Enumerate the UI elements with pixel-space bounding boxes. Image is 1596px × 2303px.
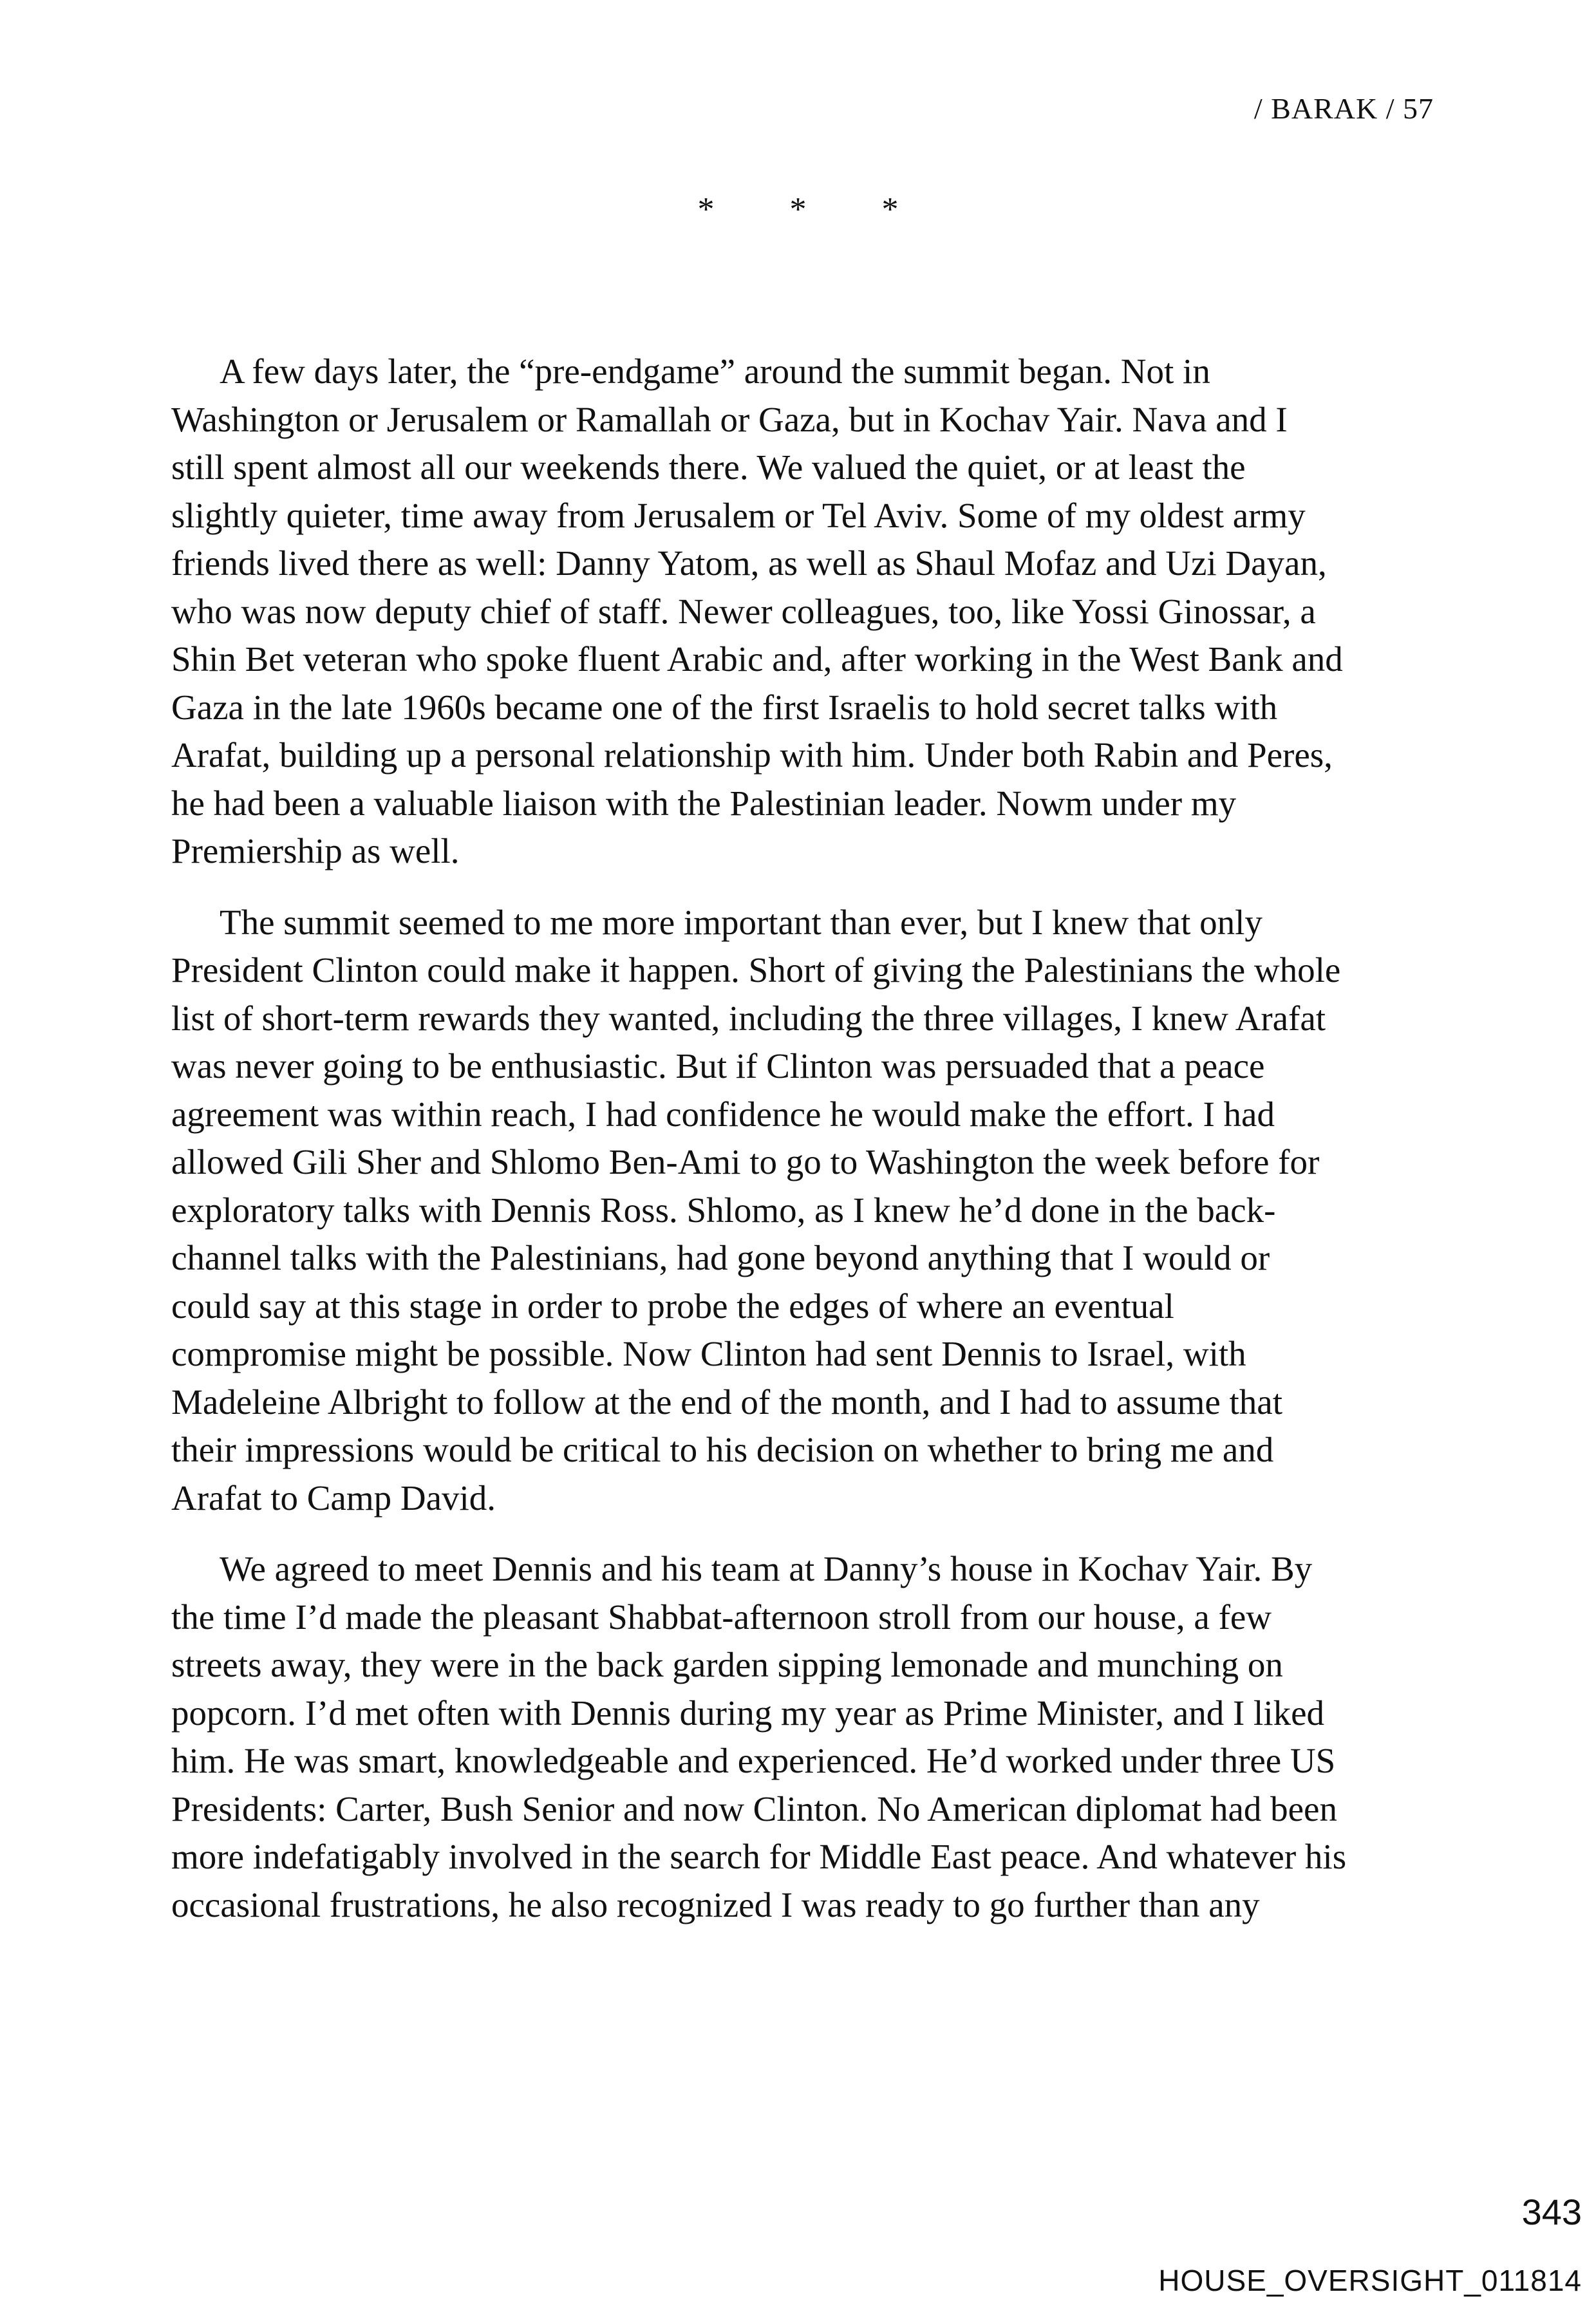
paragraph-1: A few days later, the “pre-endgame” around the summit began. Not in Washington or Jerusalem or Ramallah or Gaza, but in Kochav Yair. Nava and I still spent almost all our weekends there. We valued the quiet, or at least the slightly quieter, time away from Jerusalem or Tel Aviv. Some of my oldest army friends lived there as well: Danny Yatom, as well as Shaul Mofaz and Uzi Dayan, who was now deputy chief of staff. Newer colleagues, too, like Yossi Ginossar, a Shin Bet veteran who spoke fluent Arabic and, after working in the West Bank and Gaza in the late 1960s became one of the first Israelis to hold secret talks with Arafat, building up a personal relationship with him. Under both Rabin and Peres, he had been a valuable liaison with the Palestinian leader. Nowm under my Premiership as well. xyxy=(171,352,1343,870)
section-break: * * * xyxy=(697,191,932,228)
body-text xyxy=(171,348,1438,1952)
running-head: / BARAK / 57 xyxy=(1253,92,1434,125)
paragraph-2: The summit seemed to me more important than ever, but I knew that only President Clinton could make it happen. Short of giving the Palestinians the whole list of short-term rewards they wanted, including the three villages, I knew Arafat was never going to be enthusiastic. But if Clinton was persuaded that a peace agreement was within reach, I had confidence he would make the effort. I had allowed Gili Sher and Shlomo Ben-Ami to go to Washington the week before for exploratory talks with Dennis Ross. Shlomo, as I knew he’d done in the back- channel talks with the Palestinians, had gone beyond anything that I would or could say at this stage in order to probe the edges of where an eventual compromise might be possible. Now Clinton had sent Dennis to Israel, with Madeleine Albright to follow at the end of the month, and I had to assume that their impressions would be critical to his decision on whether to bring me and Arafat to Camp David. xyxy=(171,902,1341,1518)
page-number: 343 xyxy=(1521,2192,1582,2232)
paragraph-3: We agreed to meet Dennis and his team at Danny’s house in Kochav Yair. By the time I’d made the pleasant Shabbat-afternoon stroll from our house, a few streets away, they were in the back garden sipping lemonade and munching on popcorn. I’d met often with Dennis during my year as Prime Minister, and I liked him. He was smart, knowledgeable and experienced. He’d worked under three US Presidents: Carter, Bush Senior and now Clinton. No American diplomat had been more indefatigably involved in the search for Middle East peace. And whatever his occasional frustrations, he also recognized I was ready to go further than any xyxy=(171,1549,1347,1924)
bates-stamp: HOUSE_OVERSIGHT_011814 xyxy=(1158,2264,1582,2297)
